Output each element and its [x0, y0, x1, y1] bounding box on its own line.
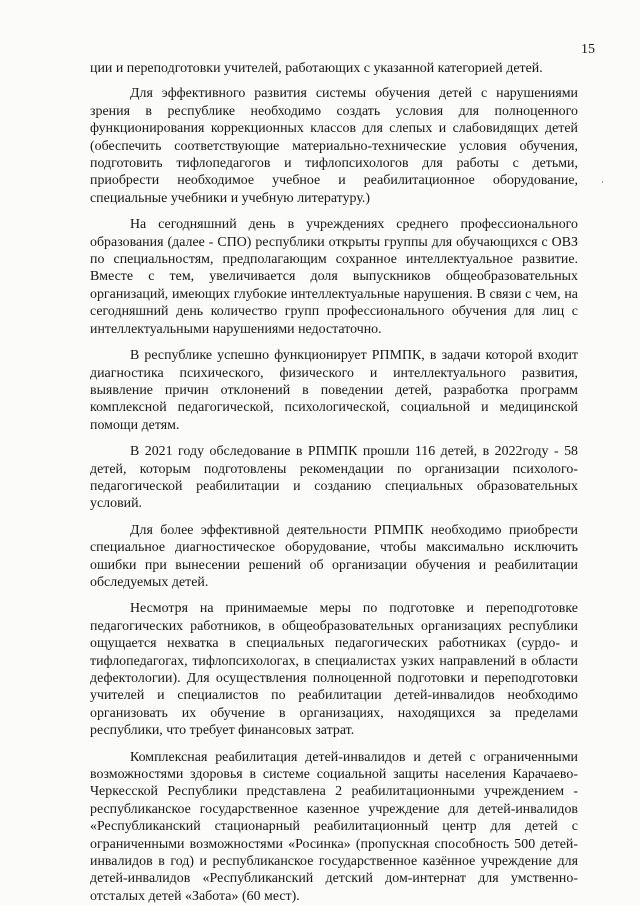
- paragraph: В республике успешно функционирует РПМПК, в задачи которой входит диагностика психического, физического и интеллектуального развития, выявление причин отклонений в поведении детей, разработка программ комплексной педагогической, психологической, социальной и медицинской помощи детям.: [90, 348, 578, 433]
- page-number: 15: [581, 42, 595, 57]
- paragraph: Несмотря на принимаемые меры по подготовке и переподготовке педагогических работников, в общеобразовательных организациях республики ощущается нехватка в специальных педагогических работниках (сурдо- и тифлопедагогах, тифлопсихологах, в специалистах узких направлений в области дефектологии). Для осуществления полноценной подготовки и переподготовки учителей и специалистов по реабилитации детей-инвалидов необходимо организовать их обучение в организациях, находящихся за пределами республики, что требует финансовых затрат.: [90, 601, 578, 739]
- paragraph: Для эффективного развития системы обучения детей с нарушениями зрения в республике необходимо создать условия для полноценного функционирования коррекционных классов для слепых и слабовидящих детей (обеспечить соответствующие материально-технические условия обучения, подготовить тифлопедагогов и тифлопсихологов для работы с детьми, приобрести необходимое учебное и реабилитационное оборудование, специальные учебники и учебную литературу.): [90, 86, 578, 206]
- paragraph: Для более эффективной деятельности РПМПК необходимо приобрести специальное диагностическое оборудование, чтобы максимально исключить ошибки при вынесении решений об организации обучения и реабилитации обследуемых детей.: [90, 522, 578, 590]
- paragraph: В 2021 году обследование в РПМПК прошли 116 детей, в 2022году - 58 детей, которым подготовлены рекомендации по организации психолого-педагогической реабилитации и созданию специальных образовательных условий.: [90, 444, 578, 512]
- paragraph: На сегодняшний день в учреждениях среднего профессионального образования (далее - СПО) республики открыты группы для обучающихся с ОВЗ по специальностям, предполагающим сохранное интеллектуальное развитие. Вместе с тем, увеличивается доля выпускников общеобразовательных организаций, имеющих глубокие интеллектуальные нарушения. В связи с чем, на сегодняшний день количество групп профессионального обучения для лиц с интеллектуальными нарушениями недостаточно.: [90, 217, 578, 337]
- paragraph: Комплексная реабилитация детей-инвалидов и детей с ограниченными возможностями здоровья в системе социальной защиты населения Карачаево-Черкесской Республики представлена 2 реабилитационными учреждением - республиканское государственное казенное учреждение для детей-инвалидов «Республиканский стационарный реабилитационный центр для детей с ограниченными возможностями «Росинка» (пропускная способность 500 детей-инвалидов в год) и республиканское государственное казённое учреждение для детей-инвалидов «Республиканский детский дом-интернат для умственно-отсталых детей «Забота» (60 мест).: [90, 749, 578, 904]
- body-text: [90, 60, 578, 914]
- scan-mark: [602, 181, 603, 183]
- paragraph-continuation: ции и переподготовки учителей, работающих с указанной категорией детей.: [90, 61, 543, 76]
